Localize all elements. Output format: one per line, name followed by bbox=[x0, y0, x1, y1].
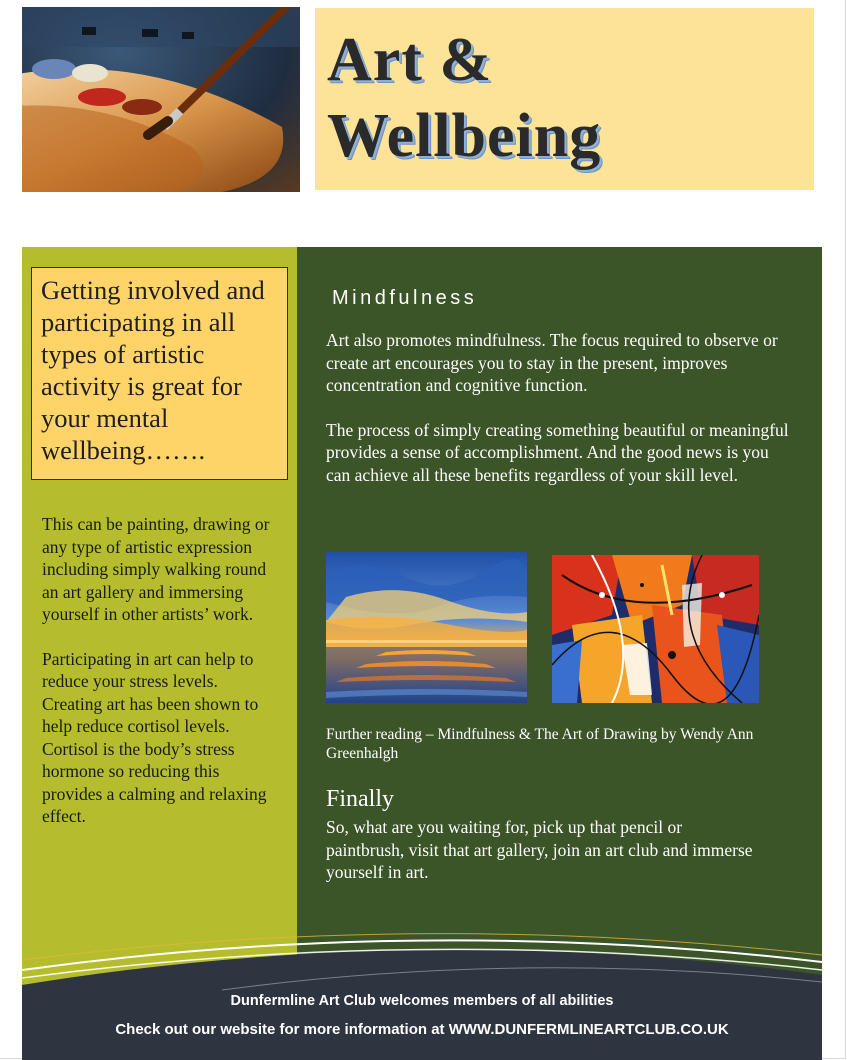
mindfulness-heading: Mindfulness bbox=[332, 287, 478, 309]
title-banner bbox=[315, 8, 814, 190]
title-line-2: Wellbeing bbox=[327, 102, 602, 170]
sunset-painting-image bbox=[326, 552, 527, 703]
further-reading-text: Further reading – Mindfulness & The Art of Drawing by Wendy Ann Greenhalgh bbox=[326, 726, 754, 762]
finally-heading: Finally bbox=[326, 786, 395, 812]
left-body-text bbox=[42, 513, 282, 850]
title-line-1: Art & bbox=[327, 26, 493, 94]
left-paragraph-2: Participating in art can help to reduce your stress levels. Creating art has been shown to help reduce cortisol levels. Cortisol is the body’s stress hormone so reducing this provides a calming and relaxing effect. bbox=[42, 648, 267, 826]
footer-welcome-text: Dunfermline Art Club welcomes members of all abilities bbox=[230, 993, 614, 1009]
left-paragraph-1: This can be painting, drawing or any type of artistic expression including simply walking round an art gallery and immersing yourself in other artists’ work. bbox=[42, 514, 270, 624]
page-title bbox=[327, 22, 601, 174]
right-body-text bbox=[326, 329, 796, 508]
abstract-painting-image bbox=[552, 555, 759, 703]
right-paragraph-1: Art also promotes mindfulness. The focus required to observe or create art encourages you to stay in the present, improves concentration and cognitive function. bbox=[326, 330, 778, 395]
quote-text: Getting involved and participating in all types of artistic activity is great for your mental wellbeing……. bbox=[41, 275, 265, 465]
right-paragraph-2: The process of simply creating something beautiful or meaningful provides a sense of accomplishment. And the good news is you can achieve all these benefits regardless of your skill level. bbox=[326, 419, 789, 485]
quote-box bbox=[31, 267, 288, 480]
palette-photo bbox=[22, 7, 300, 192]
finally-text: So, what are you waiting for, pick up that pencil or paintbrush, visit that art gallery, join an art club and immerse yourself in art. bbox=[326, 817, 753, 882]
footer-website-text: Check out our website for more information at WWW.DUNFERMLINEARTCLUB.CO.UK bbox=[115, 1021, 729, 1038]
